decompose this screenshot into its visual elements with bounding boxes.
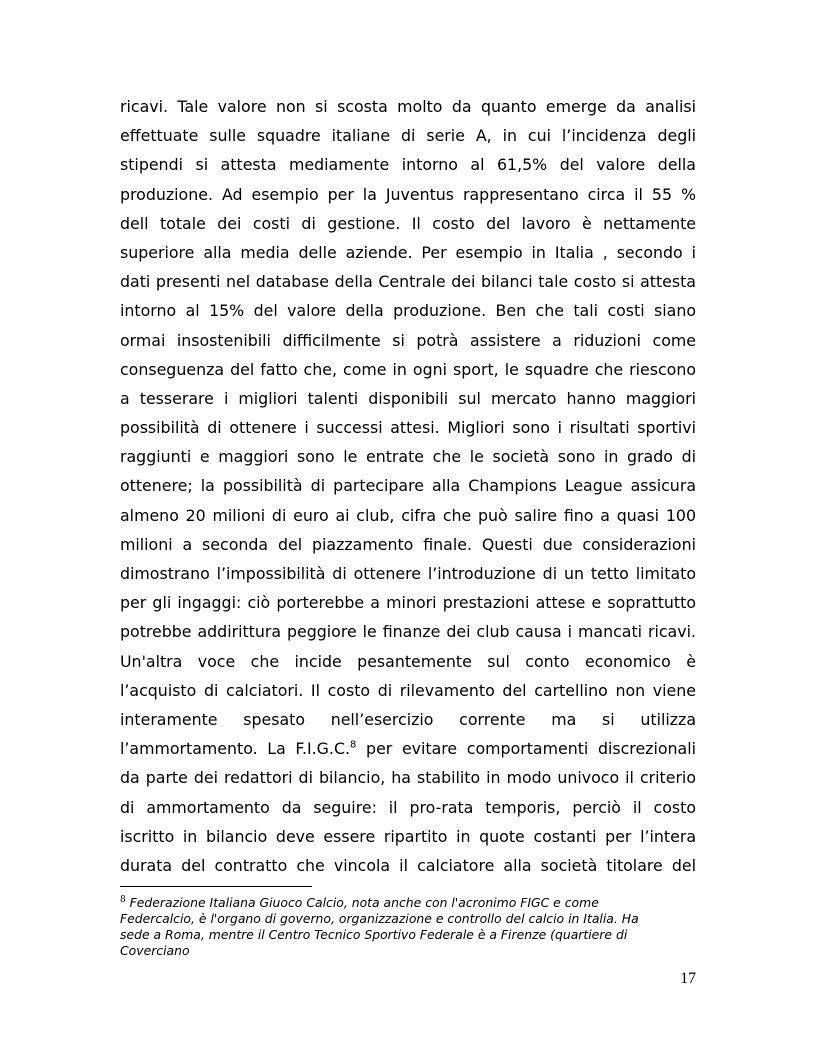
footnote [120,895,710,959]
footnote-line-2: Federcalcio, è l'organo di governo, organizzazione e controllo del calcio in Italia. Ha [120,911,639,926]
text-line-13: raggiunti e maggiori sono le entrate che le società sono in grado di [120,447,696,467]
text-line-24: da parte dei redattori di bilancio, ha stabilito in modo univoco il criterio [120,768,696,788]
text-line-4: produzione. Ad esempio per la Juventus rappresentano circa il 55 % [120,184,696,204]
text-line-5: dell totale dei costi di gestione. Il costo del lavoro è nettamente [120,213,696,233]
text-line-7: dati presenti nel database della Centrale dei bilanci tale costo si attesta [120,272,696,292]
footnote-line-1 [120,895,710,911]
footnote-line-3: sede a Roma, mentre il Centro Tecnico Sportivo Federale è a Firenze (quartiere di [120,927,628,942]
footnote-line-1-text: Federazione Italiana Giuoco Calcio, nota anche con l'acronimo FIGC e come [125,895,599,910]
text-line-22: interamente spesato nell’esercizio corrente ma si utilizza [120,709,696,729]
page-number: 17 [680,970,696,987]
text-line-23-start: l’ammortamento. La F.I.G.C. [120,739,350,759]
text-line-11: a tesserare i migliori talenti disponibili sul mercato hanno maggiori [120,388,696,408]
text-line-23-end: per evitare comportamenti discrezionali [356,739,696,759]
text-line-27: durata del contratto che vincola il calciatore alla società titolare del [120,855,696,875]
footnote-reference[interactable]: 8 [350,739,357,751]
text-line-10: conseguenza del fatto che, come in ogni sport, le squadre che riescono [120,359,696,379]
text-line-2: effettuate sulle squadre italiane di serie A, in cui l’incidenza degli [120,126,696,146]
text-line-1: ricavi. Tale valore non si scosta molto da quanto emerge da analisi [120,97,696,116]
text-line-9: ormai insostenibili difficilmente si potrà assistere a riduzioni come [120,330,696,350]
footnote-separator [120,886,312,887]
text-line-16: milioni a seconda del piazzamento finale. Questi due considerazioni [120,534,696,554]
text-line-18: per gli ingaggi: ciò porterebbe a minori prestazioni attese e soprattutto [120,593,696,613]
text-line-15: almeno 20 milioni di euro ai club, cifra che può salire fino a quasi 100 [120,505,696,525]
text-line-26: iscritto in bilancio deve essere ripartito in quote costanti per l’intera [120,826,696,846]
body-text [120,92,696,880]
footnote-number: 8 [120,894,126,905]
text-line-6: superiore alla media delle aziende. Per esempio in Italia , secondo i [120,242,696,262]
text-line-20: Un'altra voce che incide pesantemente sul conto economico è [120,651,696,671]
text-line-3: stipendi si attesta mediamente intorno al 61,5% del valore della [120,155,696,175]
text-line-12: possibilità di ottenere i successi attesi. Migliori sono i risultati sportivi [120,418,696,438]
text-line-14: ottenere; la possibilità di partecipare alla Champions League assicura [120,476,696,496]
text-line-23 [120,734,696,763]
text-line-25: di ammortamento da seguire: il pro-rata temporis, perciò il costo [120,797,696,817]
footnote-line-4: Coverciano [120,943,190,958]
text-line-21: l’acquisto di calciatori. Il costo di rilevamento del cartellino non viene [120,680,696,700]
text-line-19: potrebbe addirittura peggiore le finanze dei club causa i mancati ricavi. [120,622,696,642]
text-line-17: dimostrano l’impossibilità di ottenere l’introduzione di un tetto limitato [120,564,696,583]
text-line-8: intorno al 15% del valore della produzione. Ben che tali costi siano [120,301,696,321]
